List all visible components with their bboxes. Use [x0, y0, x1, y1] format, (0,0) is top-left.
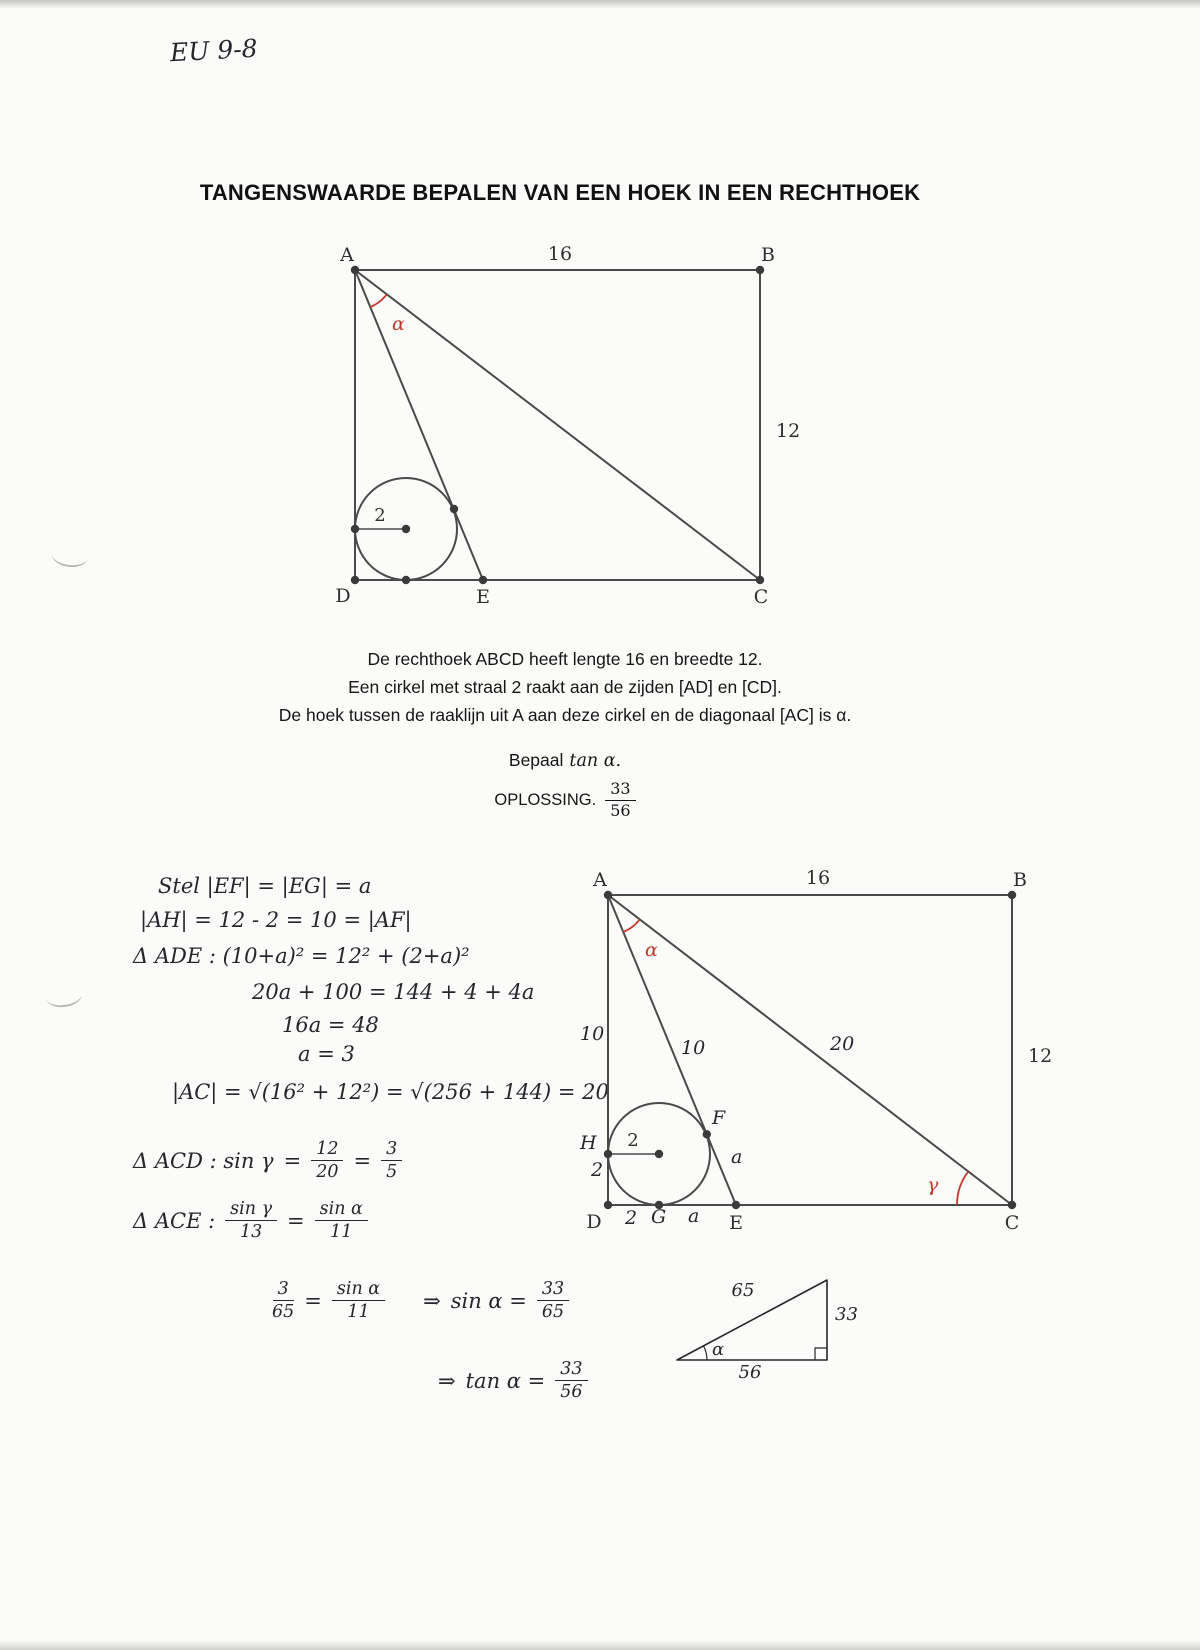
touch-point-h-dot	[604, 1150, 612, 1158]
touch-point-left-dot	[351, 525, 359, 533]
fraction	[225, 1200, 277, 1242]
handwritten-page-number: EU 9-8	[169, 33, 259, 68]
segment-ah-label: 10	[580, 1023, 605, 1045]
solution-text: 20a + 100 = 144 + 4 + 4a	[252, 980, 535, 1004]
fraction-numerator: sin α	[332, 1280, 385, 1301]
alpha-angle-arc	[370, 294, 387, 307]
fraction	[555, 1360, 587, 1402]
alpha-angle-arc	[623, 919, 640, 932]
segment-dg-label: 2	[625, 1207, 638, 1229]
vertex-label-b: B	[1013, 869, 1027, 891]
vertex-label-d: D	[586, 1211, 602, 1233]
point-b-dot	[756, 266, 764, 274]
fraction-denominator: 13	[239, 1222, 263, 1243]
vertex-label-a: A	[593, 869, 607, 891]
alpha-label: α	[392, 313, 405, 335]
fraction-denominator: 56	[560, 1382, 583, 1403]
equals-sign: =	[353, 1148, 372, 1173]
solution-line	[252, 980, 534, 1004]
figure-rectangle-diagram-1	[330, 240, 810, 610]
diagonal-ac	[608, 895, 1012, 1205]
adjacent-side-label: 56	[738, 1362, 762, 1383]
point-a-dot	[351, 266, 359, 274]
sketch-triangle	[665, 1268, 865, 1383]
point-e-dot	[479, 576, 487, 584]
solution-line	[438, 1360, 588, 1402]
fraction	[315, 1200, 368, 1242]
fraction	[537, 1280, 569, 1322]
problem-statement	[0, 645, 1130, 729]
radius-label: 2	[374, 505, 386, 526]
point-a-dot	[604, 891, 612, 899]
point-d-dot	[604, 1201, 612, 1209]
gamma-angle-arc	[957, 1172, 968, 1206]
solution-text: Δ ACD : sin γ	[133, 1148, 274, 1173]
problem-line: De rechthoek ABCD heeft lengte 16 en breedte 12.	[367, 649, 763, 669]
solution-text: 16a = 48	[282, 1013, 379, 1037]
fraction-numerator: 33	[555, 1360, 587, 1381]
solution-line	[298, 1042, 355, 1066]
solution-line	[172, 1080, 609, 1104]
equals-sign: =	[283, 1148, 302, 1173]
point-f-label: F	[712, 1107, 726, 1129]
implies-arrow: ⇒	[438, 1368, 456, 1393]
fraction-numerator: 12	[311, 1140, 343, 1161]
fraction-denominator: 20	[316, 1162, 339, 1183]
alpha-label: α	[645, 939, 658, 961]
hypotenuse-label: 65	[731, 1280, 755, 1301]
width-label: 12	[776, 420, 801, 442]
scan-artifact	[51, 543, 89, 569]
vertex-label-b: B	[761, 244, 775, 266]
solution-line	[133, 1140, 402, 1182]
touch-point-bottom-dot	[402, 576, 410, 584]
scan-edge-top	[0, 0, 1200, 9]
segment-hd-label: 2	[591, 1159, 604, 1181]
task-expression: tan α.	[569, 751, 622, 771]
fraction-numerator: 3	[273, 1280, 294, 1301]
fraction-numerator: 33	[537, 1280, 569, 1301]
task-label: Bepaal	[508, 750, 564, 770]
page-title: TANGENSWAARDE BEPALEN VAN EEN HOEK IN EEN RECHTHOEK	[199, 180, 921, 205]
equals-sign: =	[304, 1288, 322, 1313]
implies-arrow: ⇒	[423, 1288, 441, 1313]
point-c-dot	[756, 576, 764, 584]
vertex-label-e: E	[729, 1212, 743, 1234]
solution-text: Δ ADE : (10+a)² = 12² + (2+a)²	[133, 944, 470, 968]
problem-line: De hoek tussen de raaklijn uit A aan deze cirkel en de diagonaal [AC] is α.	[278, 705, 852, 725]
solution-line	[282, 1013, 379, 1037]
fraction-denominator: 65	[541, 1302, 565, 1323]
scan-edge-bottom	[0, 1640, 1200, 1650]
gamma-label: γ	[927, 1174, 939, 1196]
fraction-numerator: 3	[381, 1140, 402, 1161]
alpha-label: α	[712, 1339, 725, 1360]
radius-label: 2	[627, 1130, 639, 1151]
length-label: 16	[547, 243, 573, 265]
solution-text: tan α =	[465, 1368, 546, 1393]
point-g-label: G	[651, 1206, 667, 1228]
fraction	[332, 1280, 385, 1322]
segment-ge-label: a	[688, 1205, 700, 1227]
solution-line	[158, 874, 371, 898]
solution-answer	[0, 781, 1130, 820]
scan-artifact	[45, 983, 84, 1010]
solution-line	[133, 944, 470, 968]
fraction-denominator: 11	[347, 1302, 370, 1323]
vertex-label-a: A	[340, 244, 354, 266]
answer-fraction-denominator: 56	[610, 800, 631, 820]
alpha-arc	[704, 1346, 708, 1360]
tangent-point-dot	[450, 505, 458, 513]
diagonal-ac	[355, 270, 760, 580]
fraction-denominator: 11	[330, 1222, 353, 1243]
tangent-line-ae	[355, 270, 483, 580]
circle-center-dot	[402, 525, 410, 533]
vertex-label-d: D	[335, 585, 351, 607]
diagonal-ac-length-label: 20	[830, 1033, 855, 1055]
solution-text: a = 3	[298, 1042, 355, 1066]
right-angle-mark	[815, 1348, 827, 1360]
figure-rectangle-diagram-2	[578, 862, 1058, 1262]
vertex-label-c: C	[753, 586, 769, 608]
answer-fraction	[605, 781, 635, 820]
fraction-numerator: sin γ	[225, 1200, 277, 1221]
width-label: 12	[1028, 1045, 1053, 1067]
point-e-dot	[732, 1201, 740, 1209]
point-d-dot	[351, 576, 359, 584]
fraction-denominator: 65	[272, 1302, 295, 1323]
solution-text: |AC| = √(16² + 12²) = √(256 + 144) = 20	[172, 1080, 609, 1104]
solution-text: Δ ACE :	[133, 1208, 216, 1233]
solution-text: sin α =	[450, 1288, 527, 1313]
circle-center-dot	[655, 1150, 663, 1158]
fraction	[381, 1140, 402, 1182]
segment-ae-label: 10	[681, 1037, 706, 1059]
answer-fraction-numerator: 33	[605, 781, 635, 801]
solution-label: OPLOSSING.	[494, 790, 597, 809]
point-h-label: H	[580, 1132, 597, 1154]
solution-line	[133, 1200, 368, 1242]
solution-line	[140, 908, 412, 932]
fraction-denominator: 5	[386, 1162, 398, 1183]
equals-sign: =	[287, 1208, 305, 1233]
task-line	[0, 746, 1130, 775]
segment-fe-label: a	[731, 1146, 743, 1168]
problem-line: Een cirkel met straal 2 raakt aan de zijden [AD] en [CD].	[348, 677, 782, 697]
point-b-dot	[1008, 891, 1016, 899]
tangent-line-ae	[608, 895, 736, 1205]
opposite-side-label: 33	[835, 1304, 858, 1325]
fraction	[311, 1140, 343, 1182]
vertex-label-e: E	[476, 586, 490, 608]
solution-text: Stel |EF| = |EG| = a	[158, 874, 372, 898]
vertex-label-c: C	[1004, 1212, 1020, 1234]
point-c-dot	[1008, 1201, 1016, 1209]
solution-line	[272, 1280, 569, 1322]
tangent-point-f-dot	[703, 1130, 711, 1138]
length-label: 16	[805, 867, 831, 889]
fraction-numerator: sin α	[315, 1200, 368, 1221]
solution-text: |AH| = 12 - 2 = 10 = |AF|	[140, 908, 412, 932]
fraction	[272, 1280, 294, 1322]
